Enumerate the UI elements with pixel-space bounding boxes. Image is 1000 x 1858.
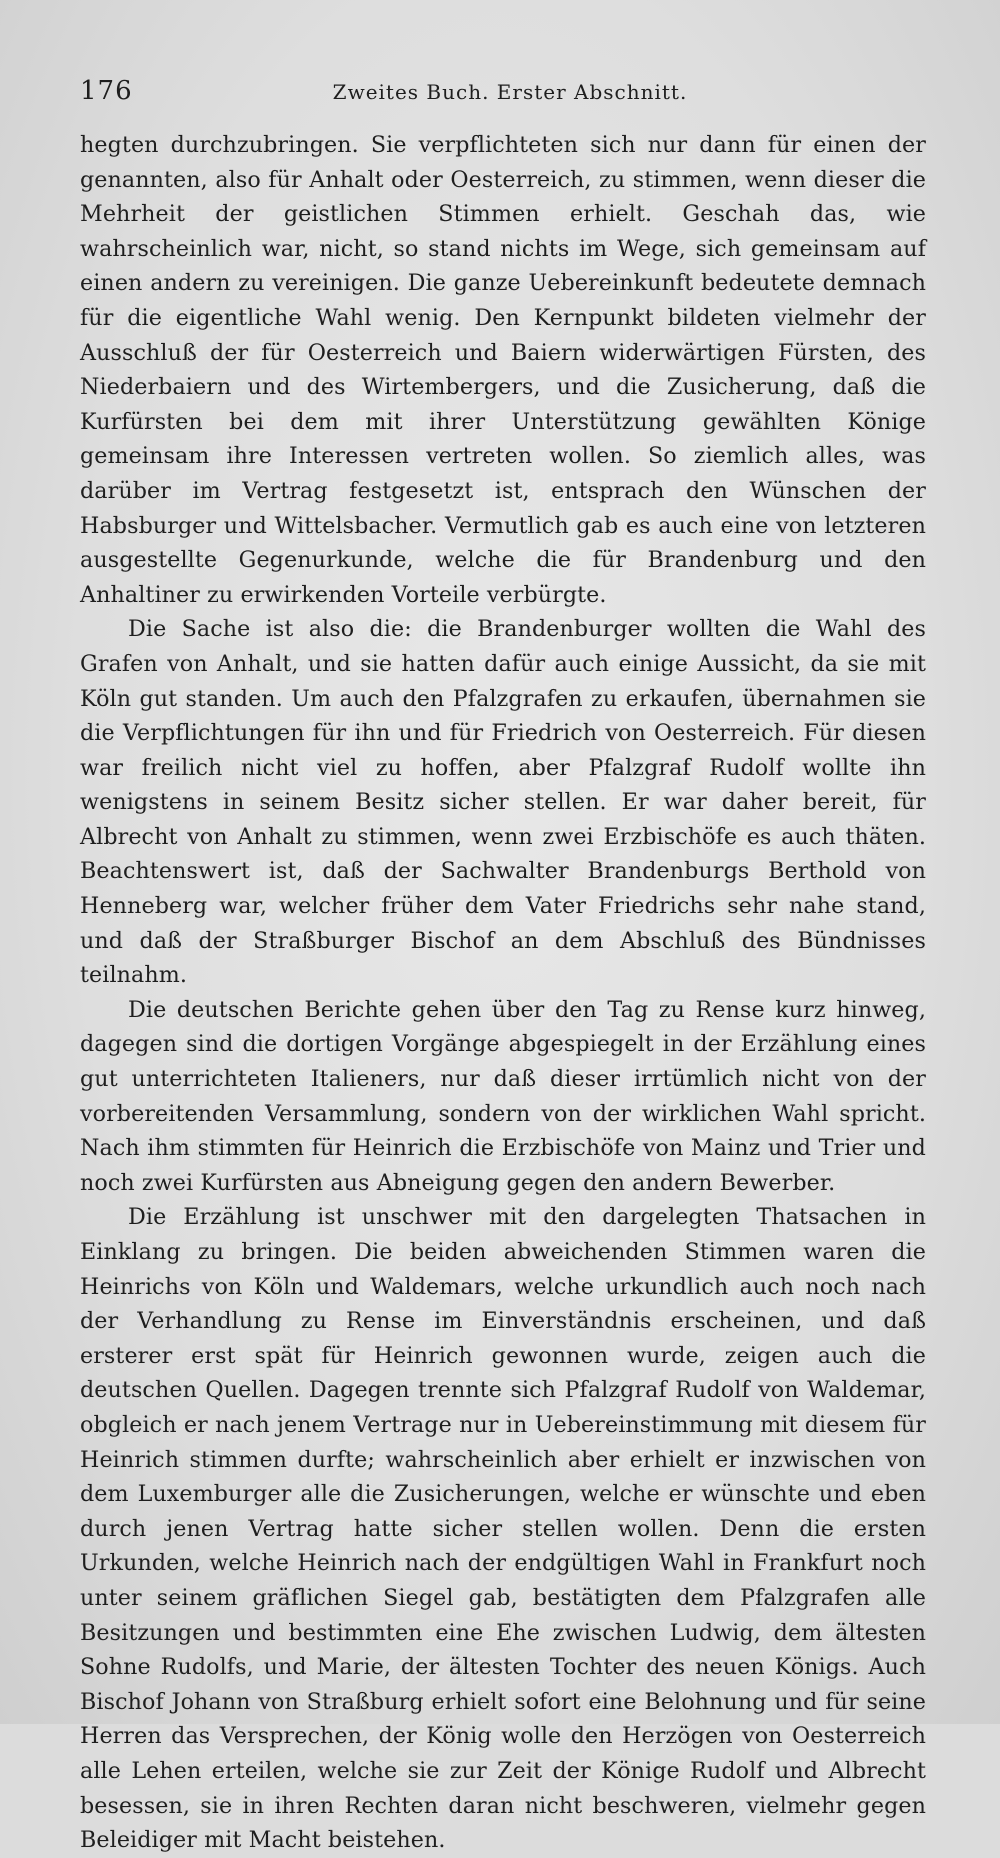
page-number: 176 [80, 76, 133, 106]
paragraph: hegten durchzubringen. Sie verpflichteten sich nur dann für einen der genannten, also für Anhalt oder Oesterreich, zu stimmen, wenn dieser die Mehrheit der geistlichen Stimmen erhielt. Geschah das, wie wahrscheinlich war, nicht, so stand nichts im Wege, sich gemeinsam auf einen andern zu vereinigen. Die ganze Uebereinkunft bedeutete demnach für die eigentliche Wahl wenig. Den Kernpunkt bildeten vielmehr der Ausschluß der für Oesterreich und Baiern widerwärtigen Fürsten, des Niederbaiern und des Wirtembergers, und die Zusicherung, daß die Kurfürsten bei dem mit ihrer Unterstützung gewählten Könige gemeinsam ihre Interessen vertreten wollen. So ziemlich alles, was darüber im Vertrag festgesetzt ist, entsprach den Wünschen der Habsburger und Wittelsbacher. Vermutlich gab es auch eine von letzteren ausgestellte Gegenurkunde, welche die für Brandenburg und den Anhaltiner zu erwirkenden Vorteile verbürgte. [80, 132, 926, 608]
paragraph: Die deutschen Berichte gehen über den Tag zu Rense kurz hinweg, dagegen sind die dortigen Vorgänge abgespiegelt in der Erzählung eines gut unterrichteten Italieners, nur daß dieser irrtümlich nicht von der vorbereitenden Versammlung, sondern von der wirklichen Wahl spricht. Nach ihm stimmten für Heinrich die Erzbischöfe von Mainz und Trier und noch zwei Kurfürsten aus Abneigung gegen den andern Bewerber. [80, 996, 926, 1196]
paragraph: Die Sache ist also die: die Brandenburger wollten die Wahl des Grafen von Anhalt, und sie hatten dafür auch einige Aussicht, da sie mit Köln gut standen. Um auch den Pfalzgrafen zu erkaufen, übernahmen sie die Verpflichtungen für ihn und für Friedrich von Oesterreich. Für diesen war freilich nicht viel zu hoffen, aber Pfalzgraf Rudolf wollte ihn wenigstens in seinem Besitz sicher stellen. Er war daher bereit, für Albrecht von Anhalt zu stimmen, wenn zwei Erzbischöfe es auch thäten. Beachtenswert ist, daß der Sachwalter Brandenburgs Berthold von Henneberg war, welcher früher dem Vater Friedrichs sehr nahe stand, und daß der Straßburger Bischof an dem Abschluß des Bündnisses teilnahm. [80, 616, 926, 989]
paragraph: Die Erzählung ist unschwer mit den dargelegten Thatsachen in Einklang zu bringen. Die beiden abweichenden Stimmen waren die Heinrichs von Köln und Waldemars, welche urkundlich auch noch nach der Verhandlung zu Rense im Einverständnis erscheinen, und daß ersterer erst spät für Heinrich gewonnen wurde, zeigen auch die deutschen Quellen. Dagegen trennte sich Pfalzgraf Rudolf von Waldemar, obgleich er nach jenem Vertrage nur in Uebereinstimmung mit diesem für Heinrich stimmen durfte; wahrscheinlich aber erhielt er inzwischen von dem Luxemburger alle die Zusicherungen, welche er wünschte und eben durch jenen Vertrag hatte sicher stellen wollen. Denn die ersten Urkunden, welche Heinrich nach der endgültigen Wahl in Frankfurt noch unter seinem gräflichen Siegel gab, bestätigten dem Pfalzgrafen alle Besitzungen und bestimmten eine Ehe zwischen Ludwig, dem ältesten Sohne Rudolfs, und Marie, der ältesten Tochter des neuen Königs. Auch Bischof Johann von Straßburg erhielt sofort eine Belohnung und für seine Herren das Versprechen, der König wolle den Herzögen von Oesterreich alle Lehen erteilen, welche sie zur Zeit der Könige Rudolf und Albrecht besessen, sie in ihren Rechten daran nicht beschweren, vielmehr gegen Beleidiger mit Macht beistehen. [80, 1204, 926, 1854]
running-head: Zweites Buch. Erster Abschnitt. [332, 80, 688, 104]
page-body [80, 128, 926, 1858]
page-header [80, 76, 940, 116]
